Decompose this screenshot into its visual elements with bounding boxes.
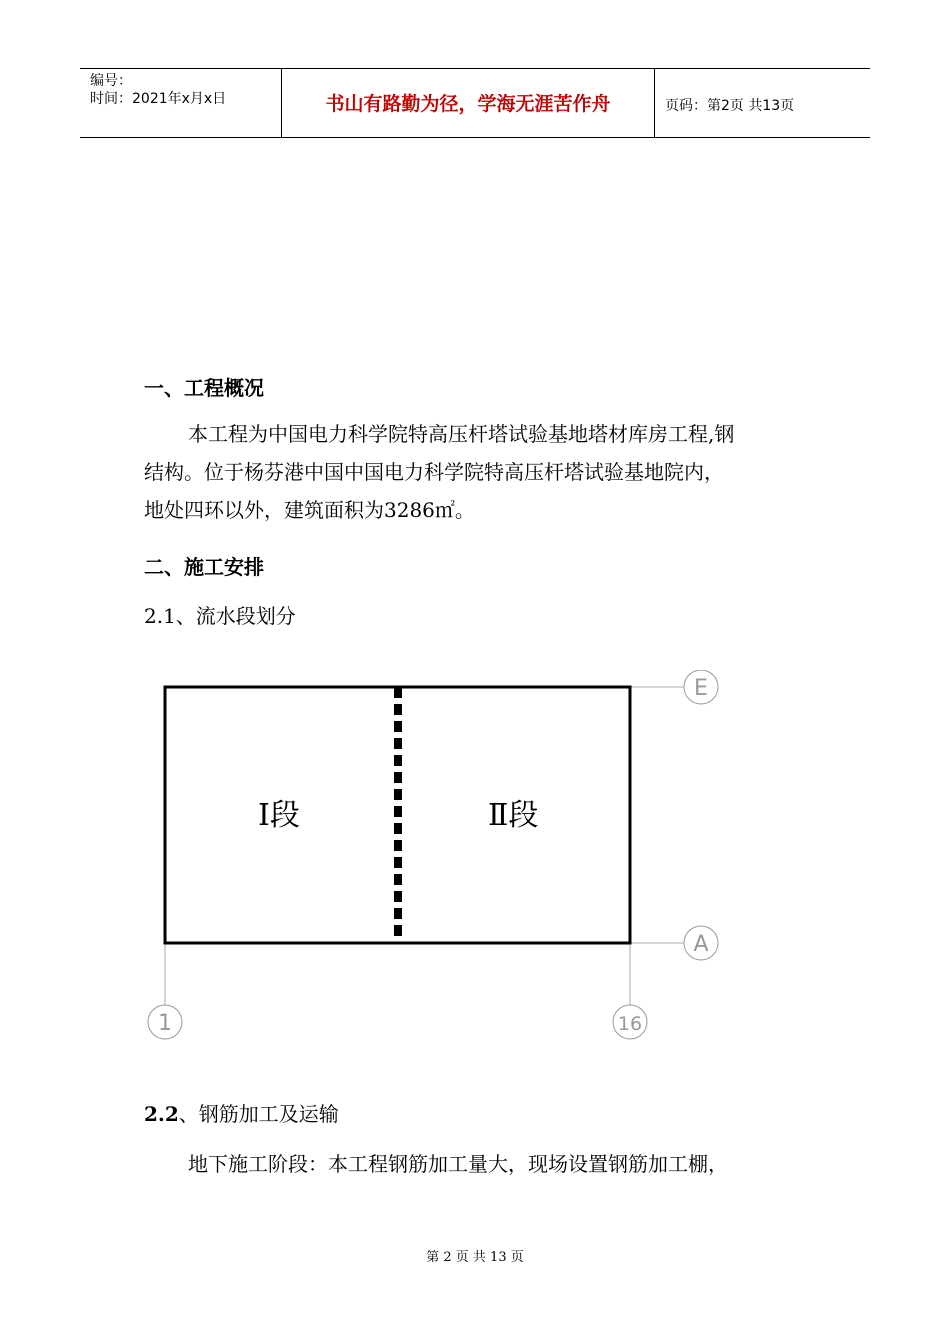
axis-label-1: 1 <box>158 1011 172 1036</box>
segment-2-label: Ⅱ段 <box>488 798 539 833</box>
section2-title: 二、施工安排 <box>144 555 264 579</box>
page-footer: 第 2 页 共 13 页 <box>426 1250 524 1265</box>
time-label: 时间：2021年x月x日 <box>90 91 227 107</box>
number-label: 编号： <box>90 73 132 89</box>
flow-segment-diagram <box>140 670 740 1050</box>
paragraph-line: 本工程为中国电力科学院特高压杆塔试验基地塔材库房工程,钢 <box>188 422 735 446</box>
header-page-cell <box>655 69 870 137</box>
axis-label-a: A <box>693 932 709 957</box>
paragraph-line: 地处四环以外，建筑面积为3286㎡。 <box>144 498 475 522</box>
section1-title: 一、工程概况 <box>144 376 264 400</box>
motto: 书山有路勤为径，学海无涯苦作舟 <box>325 93 611 115</box>
segment-1-label: Ⅰ段 <box>258 798 300 833</box>
page-info: 页码：第2页 共13页 <box>665 98 795 114</box>
subsection-2-2 <box>144 1098 339 1127</box>
page-header <box>80 68 870 138</box>
axis-label-e: E <box>694 676 708 701</box>
subsection-2-2-number: 2.2 <box>144 1102 179 1126</box>
section1-paragraph <box>144 415 834 529</box>
paragraph-line: 结构。位于杨芬港中国中国电力科学院特高压杆塔试验基地院内， <box>144 460 724 484</box>
header-meta-cell <box>80 69 282 137</box>
axis-label-16: 16 <box>617 1013 643 1035</box>
diagram-svg <box>140 670 740 1050</box>
section2-paragraph-line: 地下施工阶段：本工程钢筋加工量大，现场设置钢筋加工棚， <box>188 1152 728 1176</box>
subsection-2-1: 2.1、流水段划分 <box>144 604 296 628</box>
subsection-2-2-title: 、钢筋加工及运输 <box>178 1102 339 1126</box>
header-motto-cell <box>282 69 655 137</box>
